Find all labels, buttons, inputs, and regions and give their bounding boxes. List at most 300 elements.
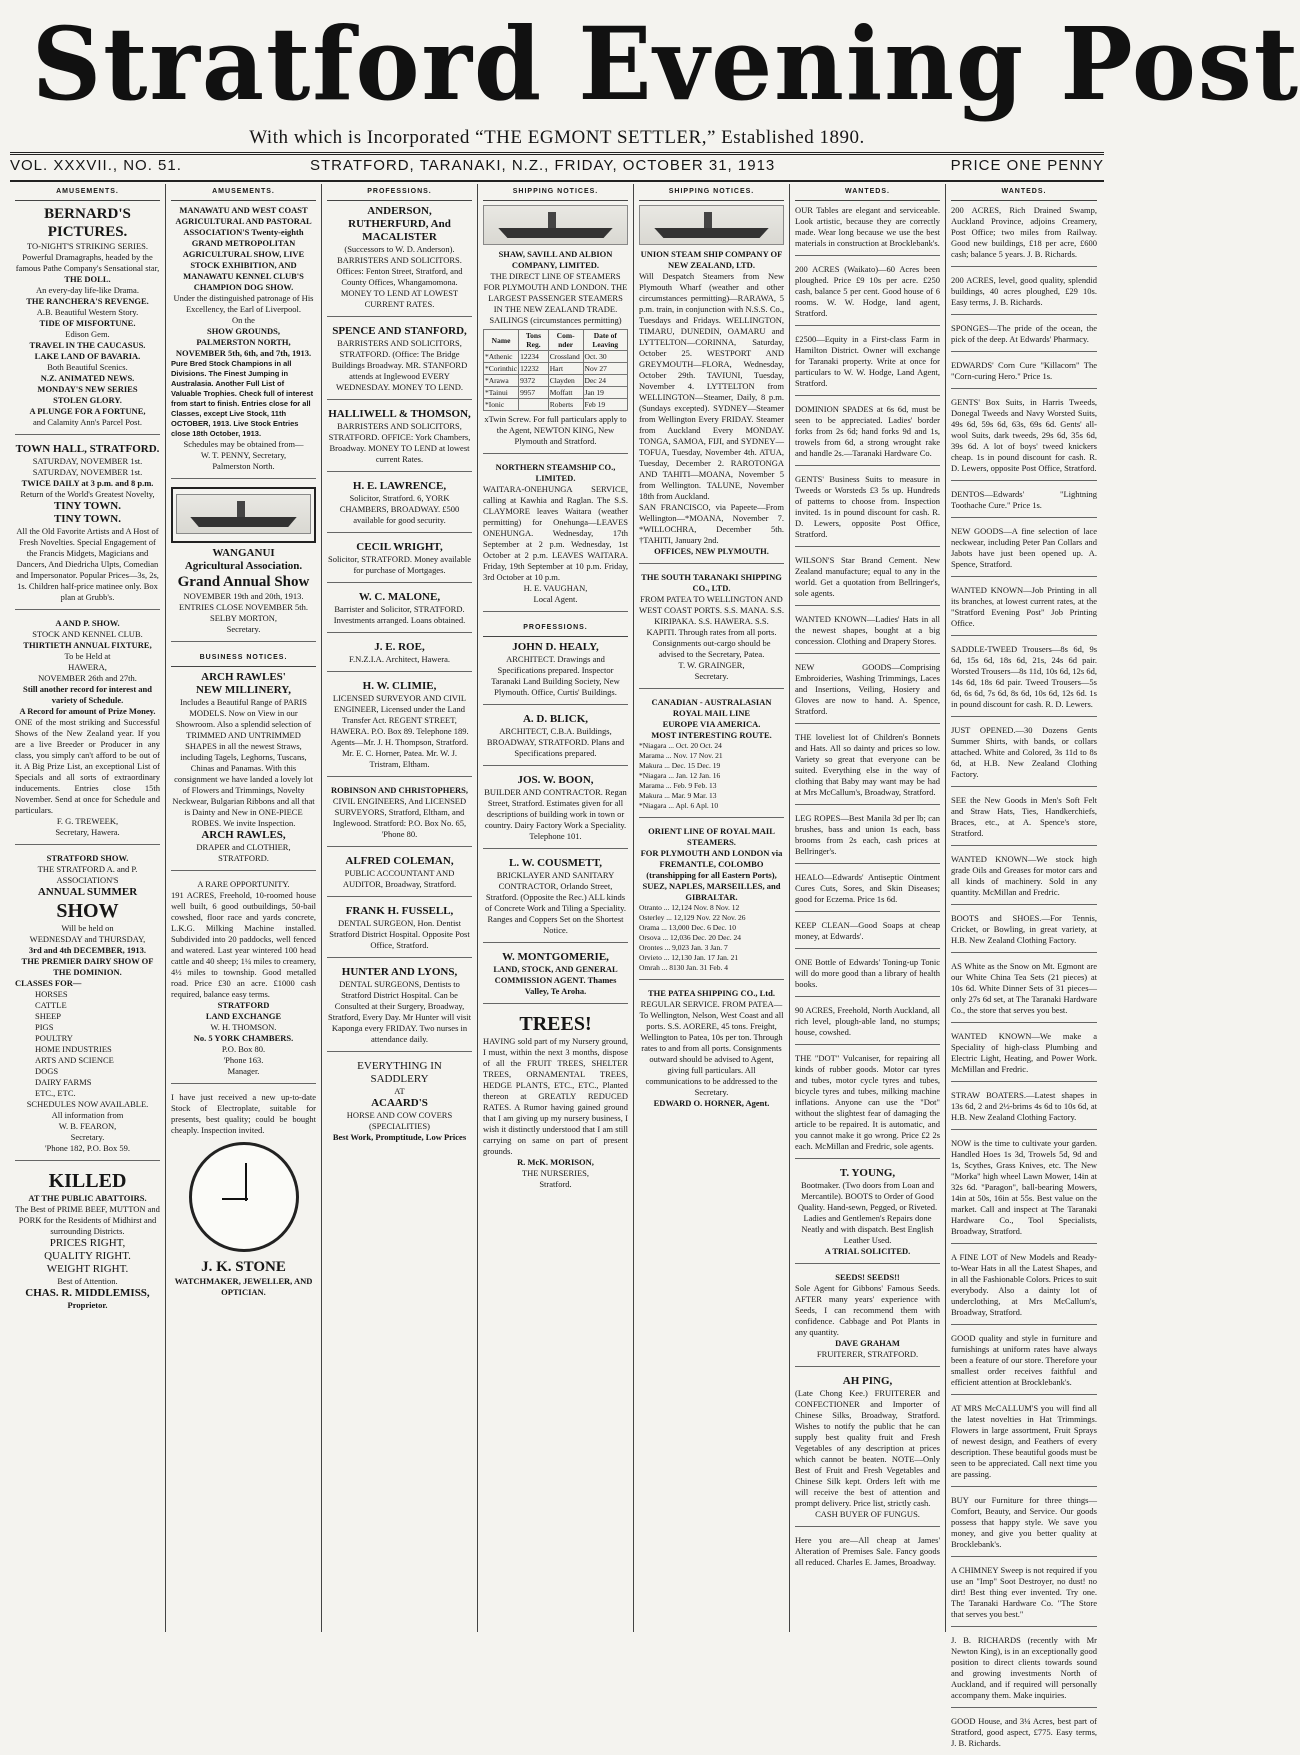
ad-line: Proprietor. <box>67 1300 108 1310</box>
ad-title: JOHN D. HEALY, <box>512 641 599 653</box>
ad-text: THE DIRECT LINE OF STEAMERS FOR PLYMOUTH AND LONDON. THE LARGEST PASSENGER STEAMERS IN THE NEW ZEALAND TRADE. SAILINGS (circumstances permitting) <box>483 271 628 325</box>
ad-line: No. 5 YORK CHAMBERS. <box>193 1033 294 1043</box>
anderson-ad <box>327 205 472 317</box>
spence-stanford-ad <box>327 325 472 400</box>
sailing-row: Omrah ... 8130 Jan. 31 Feb. 4 <box>639 963 728 972</box>
ad-title: THE PATEA SHIPPING CO., Ltd. <box>648 988 775 998</box>
ad-line: Secretary. <box>694 671 729 681</box>
ad-title: SPENCE AND STANFORD, <box>332 325 467 337</box>
climie-ad <box>327 680 472 777</box>
column-header: SHIPPING NOTICES. <box>483 184 628 201</box>
columns <box>10 184 1104 1748</box>
ad-line: On the <box>232 315 255 325</box>
classified-ad: THE loveliest lot of Children's Bonnets and Hats. All so dainty and prices so low. Variety so great that everyone can be suited. Everything else in the way of clothing that Baby may want may be had at Mrs McCallum's, Broadway, Stratford. <box>795 732 940 805</box>
bernards-pictures-ad <box>15 205 160 435</box>
ad-headline: KILLED <box>48 1170 127 1192</box>
classified-ad: NEW GOODS—A fine selection of lace neckwear, including Peter Pan Collars and Jabots have just been opened up. A. Spence, Stratford. <box>951 526 1097 577</box>
ad-line: W. B. FEARON, <box>58 1121 117 1131</box>
classified-ad: DENTOS—Edwards' "Lightning Toothache Cure." Price 1s. <box>951 489 1097 518</box>
ad-line: NOVEMBER 19th and 20th, 1913. <box>183 591 304 601</box>
ad-line: CHAS. R. MIDDLEMISS, <box>25 1287 150 1299</box>
classified-ad: GOOD quality and style in furniture and furnishings at uniform rates have always been a feature of our store. Therefore your smallest order receives faithful and efficient attention at Brocklebank's. <box>951 1333 1097 1395</box>
ad-text: Solicitor, STRATFORD. Money available for purchase of Mortgages. <box>328 554 471 575</box>
montgomerie-ad <box>483 951 628 1004</box>
ad-text: BARRISTERS AND SOLICITORS, STRATFORD. OFFICE: York Chambers, Broadway. MONEY TO LEND at lowest current Rates. <box>328 421 471 464</box>
ad-text: 191 ACRES, Freehold, 10-roomed house well built, 6 good outbuildings, 50-bail cowshed, floor race and yards concrete, L.K.G. Milking Machine installed. Subdivided into 20 paddocks, well fenced and watered. Last year wintered 100 head cattle and 40 sheep; 1¼ miles to creamery, 4½ miles to township. Good metalled road. Price £30 an acre. £1000 cash required, balance easy terms. <box>171 890 316 999</box>
ad-line: MONDAY'S NEW SERIES <box>37 384 138 394</box>
ad-line: THE RANCHERA'S REVENGE. <box>26 296 149 306</box>
ad-headline: TREES! <box>519 1013 592 1035</box>
orient-line-ad <box>639 826 784 980</box>
column-header: WANTEDS. <box>795 184 940 201</box>
ad-line: Still another record for interest and variety of Schedule. <box>23 684 152 705</box>
coleman-ad <box>327 855 472 897</box>
wright-ad <box>327 541 472 583</box>
ad-text: REGULAR SERVICE. FROM PATEA—To Wellington, Nelson, West Coast and all ports. S.S. AORERE, 45 tons. Freight, Wellington to Patea, 10s per ton. Through rates to and from all ports. Consignments outward should be advised to Agent, giving full particulars. All communications to be addressed to the Secretary. <box>639 999 784 1097</box>
classified-ad: STRAW BOATERS.—Latest shapes in 13s 6d, 2 and 2½-brims 4s 6d to 10s 6d, at H.B. New Zealand Clothing Factory. <box>951 1090 1097 1130</box>
ad-title: MANAWATU AND WEST COAST AGRICULTURAL AND PASTORAL ASSOCIATION'S Twenty-eighth GRAND METROPOLITAN AGRICULTURAL SHOW, LIVE STOCK EXHIBITION, AND MANAWATU KENNEL CLUB'S CHAMPION DOG SHOW. <box>175 205 312 292</box>
abattoirs-ad <box>15 1169 160 1317</box>
seeds-ad <box>795 1272 940 1367</box>
tiny-town-ad <box>15 443 160 610</box>
ad-text: xTwin Screw. For full particulars apply to the Agent, NEWTON KING, New Plymouth and Stratford. <box>484 414 627 446</box>
classified-ad: GENTS' Box Suits, in Harris Tweeds, Donegal Tweeds and Navy Worsted Suits, 49s 6d, 59s 6d, 63s, 69s 6d. Gents' all-wool Suits, dark tweeds, 29s 6d, 35s 6d, 39s 6d. A lot of boys' tweed knickers cheap. 1s in pound discount for cash. R. D. Lewers, opposite Post Office, Stratford. <box>951 397 1097 481</box>
ad-line: NOVEMBER 5th, 6th, and 7th, 1913. <box>175 348 312 358</box>
section-header: PROFESSIONS. <box>483 620 628 637</box>
classified-ad: 90 ACRES, Freehold, North Auckland, all rich level, plough-able land, no stumps; house, cowshed. <box>795 1005 940 1045</box>
malone-ad <box>327 591 472 633</box>
ad-lines <box>15 241 160 428</box>
ad-line: THIRTIETH ANNUAL FIXTURE, <box>23 640 152 650</box>
classified-ad: AT MRS McCALLUM'S you will find all the latest novelties in Hat Trimmings. Flowers in large assortment, Fruit Sprays of newest design, and Feathers of every description. These beautiful goods must be seen to be appreciated. Call next time you are passing. <box>951 1403 1097 1487</box>
halliwell-ad <box>327 408 472 472</box>
hawera-show-ad <box>15 618 160 845</box>
ad-line: F. G. TREWEEK, <box>56 816 119 826</box>
column-3 <box>322 184 478 1632</box>
ad-text: FOR PLYMOUTH AND LONDON via FREMANTLE, COLOMBO (transhipping for all Eastern Ports), SUEZ, NAPLES, MARSEILLES, and GIBRALTAR. <box>640 848 783 902</box>
class-item: HORSES <box>35 989 68 999</box>
ad-title: FRANK H. FUSSELL, <box>345 905 454 917</box>
table-cell: Clayden <box>548 375 583 387</box>
saddlery-ad <box>327 1060 472 1149</box>
ad-signature: A TRIAL SOLICITED. <box>824 1246 911 1256</box>
column-2 <box>166 184 322 1632</box>
ad-line: To be Held at <box>64 651 111 661</box>
table-cell: Crossland <box>548 351 583 363</box>
sailing-row: Osterley ... 12,129 Nov. 22 Nov. 26 <box>639 913 746 922</box>
ad-line: TRAVEL IN THE CAUCASUS. <box>29 340 146 350</box>
ad-line: FRUITERER, STRATFORD. <box>816 1349 919 1359</box>
ad-line: SHOW GROUNDS, <box>206 326 281 336</box>
classified-ad: 200 ACRES, Rich Drained Swamp, Auckland Province, adjoins Creamery, Post Office; two miles from Railway. Good new buildings, £18 per acre, £600 cash; balance 5 years. J. B. Richards. <box>951 205 1097 267</box>
classified-ad: A FINE LOT of New Models and Ready-to-Wear Hats in all the Latest Shapes, and in all the Fashionable Colors. Prices to suit everybody. Also a dainty lot of underclothing, at Mrs McCallum's, Broadway, Stratford. <box>951 1252 1097 1325</box>
class-item: HOME INDUSTRIES <box>35 1044 112 1054</box>
ad-text: LICENSED SURVEYOR AND CIVIL ENGINEER, Licensed under the Land Transfer Act. REGENT STREET, HAWERA. P.O. Box 89. Telephone 189. Agents—Mr. J. H. Thompson, Stratford. Mr. E. C. Horner, Patea. Mr. W. J. Tristram, Eltham. <box>330 693 469 769</box>
table-cell: *Arawa <box>484 375 519 387</box>
classified-ad: KEEP CLEAN—Good Soaps at cheap money, at Edwards'. <box>795 920 940 949</box>
ad-line: STRATFORD. <box>218 853 269 863</box>
ad-title: WANGANUI <box>212 547 275 559</box>
ad-text: Solicitor, Stratford. 6, YORK CHAMBERS, BROADWAY. £500 available for good security. <box>339 493 460 525</box>
table-cell: *Corinthic <box>485 364 518 373</box>
section-header: BUSINESS NOTICES. <box>171 650 316 667</box>
ad-line: ENTRIES CLOSE NOVEMBER 5th. <box>179 602 308 612</box>
ad-line: Stratford. <box>539 1179 572 1189</box>
table-header-cell: Name <box>484 330 519 351</box>
classified-ad: 200 ACRES (Waikato)—60 Acres been ploughed. Price £9 10s per acre. £250 cash, balance 5 per cent. Good house of 6 rooms. W. W. Hodge, land agent, Stratford. <box>795 264 940 326</box>
ad-title: J. K. STONE <box>201 1259 286 1275</box>
classified-ad: BOOTS and SHOES.—For Tennis, Cricket, or Bowling, in great variety, at H.B. New Zealand Clothing Factory. <box>951 913 1097 953</box>
fussell-ad <box>327 905 472 958</box>
ad-subtitle: NEW MILLINERY, <box>196 684 291 696</box>
ad-title: UNION STEAM SHIP COMPANY OF NEW ZEALAND, LTD. <box>640 249 783 270</box>
ad-text: HAVING sold part of my Nursery ground, I must, within the next 3 months, dispose of all the FRUIT TREES, SHELTER TREES, ORNAMENTAL TREES, HEDGE PLANTS, ETC., ETC., Planted thereon at GREATLY REDUCED RATES. A Rumor having gained ground that I am giving up my nursery business, I wish it distinctly understood that I am still carrying on same on part of present grounds. <box>483 1036 628 1156</box>
ad-line: Manager. <box>227 1066 260 1076</box>
sailing-row: Otranto ... 12,124 Nov. 8 Nov. 12 <box>639 903 740 912</box>
ad-subtitle: MOST INTERESTING ROUTE. <box>651 730 772 740</box>
classified-ad: J. B. RICHARDS (recently with Mr Newton King), is in an exceptionally good position to direct clients towards sound and growing investments North of Auckland, and if required will personally accompany them. Make inquiries. <box>951 1635 1097 1708</box>
masthead-subtitle: With which is Incorporated “THE EGMONT SETTLER,” Established 1890. <box>249 127 865 148</box>
ad-line: SCHEDULES NOW AVAILABLE. <box>26 1099 149 1109</box>
table-cell: 9372 <box>519 375 549 387</box>
ad-line: (SPECIALITIES) <box>369 1121 430 1131</box>
ad-line: TO-NIGHT'S STRIKING SERIES. <box>26 241 149 251</box>
sailing-row: Marama ... Nov. 17 Nov. 21 <box>639 751 723 760</box>
ad-line: All information from <box>51 1110 124 1120</box>
classified-ad: WANTED KNOWN—Ladies' Hats in all the newest shapes, bought at a big concession. Clothing and Drapery Stores. <box>795 614 940 654</box>
ad-text: WAITARA-ONEHUNGA SERVICE, calling at Kawhia and Raglan. The S.S. CLAYMORE leaves Waitara (weather permitting) for Onehunga—LEAVES ONEHUNGA. Wednesday, 17th September at 2 p.m. Wednesday, 1st October at 2 p.m. LEAVES WAITARA. Friday, 19th September at 10 p.m. Friday, 3rd October at 10 p.m. <box>483 484 628 582</box>
ad-line: Secretary, Hawera. <box>55 827 120 837</box>
classified-ad: WILSON'S Star Brand Cement. New Zealand manufacture; equal to any in the world. Get a quotation from Bellringer's, sole agents. <box>795 555 940 606</box>
ad-line: SATURDAY, NOVEMBER 1st. <box>32 456 143 466</box>
ad-line: PRICES RIGHT, <box>49 1237 126 1249</box>
ad-text: Under the distinguished patronage of His Excellency, the Earl of Liverpool. <box>173 293 314 314</box>
ad-line: Will be held on <box>61 923 114 933</box>
ad-line: T. W. GRAINGER, <box>678 660 745 670</box>
column-6 <box>790 184 946 1632</box>
patea-shipping-ad <box>639 988 784 1115</box>
ad-title: T. YOUNG, <box>839 1167 896 1179</box>
ad-signature: ARCH RAWLES, <box>201 829 286 841</box>
northern-steamship-ad <box>483 462 628 612</box>
young-bootmaker-ad <box>795 1167 940 1264</box>
classified-ad: £2500—Equity in a First-class Farm in Hamilton District. Owner will exchange for Taranaki property. Write at once for particulars to W. W. Hodge, Land Agent, Stratford. <box>795 334 940 396</box>
ad-title: HUNTER AND LYONS, <box>341 966 458 978</box>
ad-title: BERNARD'S PICTURES. <box>44 206 131 240</box>
column-header: AMUSEMENTS. <box>15 184 160 201</box>
ad-line: W. T. PENNY, Secretary, <box>200 450 287 460</box>
boon-ad <box>483 774 628 849</box>
ad-title: STRATFORD SHOW. <box>46 853 129 863</box>
column-header: AMUSEMENTS. <box>171 184 316 201</box>
shaw-savill-ad <box>483 205 628 454</box>
table-header-row <box>484 330 628 351</box>
ad-line: 3rd and 4th DECEMBER, 1913. <box>28 945 147 955</box>
ad-title: L. W. COUSMETT, <box>508 857 603 869</box>
south-taranaki-ad <box>639 572 784 689</box>
union-steamship-ad <box>639 205 784 564</box>
ad-text: Includes a Beautiful Range of PARIS MODELS. Now on View in our Showroom. Also a splendid selection of TRIMMED AND UNTRIMMED SHAPES in all the newest Straws, including Tagels, Leghorns, Tuscans, Chinas and Panamas. With this consignment we have landed a lovely lot of Flowers and Trimmings, Novelty Neckwear, Bulgarian Ribbons and all that is Dainty and New in ONE-PIECE ROBES. We invite Inspection. <box>172 697 315 828</box>
ad-text: CIVIL ENGINEERS, And LICENSED SURVEYORS, Stratford, Eltham, and Inglewood. Stratford: P.O. Box No. 65, 'Phone 80. <box>332 796 467 839</box>
column-7 <box>946 184 1102 1748</box>
ad-text: Sole Agent for Gibbons' Famous Seeds. AFTER many years' experience with Seeds, I can recommend them with confidence. Cabbage and Pot Plants in any quantity. <box>795 1283 940 1337</box>
class-item: DAIRY FARMS <box>35 1077 92 1087</box>
sailing-row: Orontes ... 9,023 Jan. 3 Jan. 7 <box>639 943 728 952</box>
table-cell: 9957 <box>519 387 549 399</box>
hunter-lyons-ad <box>327 966 472 1052</box>
ad-subtitle: WATCHMAKER, JEWELLER, AND OPTICIAN. <box>174 1276 313 1297</box>
ad-text: BUILDER AND CONTRACTOR. Regan Street, Stratford. Estimates given for all descriptions of building work in town or country. Dairy Factory Work a Speciality. Telephone 101. <box>484 787 627 841</box>
sailing-row: Marama ... Feb. 9 Feb. 13 <box>639 781 717 790</box>
column-header: WANTEDS. <box>951 184 1097 201</box>
class-item: SHEEP <box>35 1011 61 1021</box>
table-cell: Jan 19 <box>583 387 627 399</box>
ad-line: Secretary. <box>70 1132 105 1142</box>
ad-title: HALLIWELL & THOMSON, <box>328 408 471 420</box>
ad-line: LAKE LAND OF BAVARIA. <box>34 351 141 361</box>
ad-line: AT <box>394 1086 405 1096</box>
table-row <box>484 351 628 363</box>
ad-text: SAN FRANCISCO, via Papeete—From Wellington—*MOANA, November 7. *WILLOCHRA, December 5th. †TAHITI, January 2nd. <box>639 502 784 545</box>
table-row <box>484 399 628 411</box>
class-item: CATTLE <box>35 1000 67 1010</box>
ad-line: Best Work, Promptitude, Low Prices <box>332 1132 467 1142</box>
classified-ad: OUR Tables are elegant and serviceable. Look artistic, because they are correctly made. Wear long because we use the best materials in construction at Brocklebank's. <box>795 205 940 256</box>
ad-text: Will Despatch Steamers from New Plymouth Wharf (weather and other circumstances permitting)—RARAWA, 5 p.m. train, in conjunction with N.S.S. Co., Tuesdays and Fridays. WELLINGTON, TIMARU, DUNEDIN, OAMARU and LYTTELTON—CORINNA, Saturday, October 25. WESTPORT AND GREYMOUTH—FLORA, Wednesday, October 29th. TAVIUNI, Tuesday, November 4. LYTTELTON from WELLINGTON—Steamer, Daily, 8 p.m. (Sundays excepted). SYDNEY—Steamer from Wellington Every FRIDAY. Steamer from Auckland Every MONDAY. TONGA, SAMOA, FIJI, and SYDNEY—TOFUA, Tuesday, November 4th. ATUA, Tuesday, December 2. RAROTONGA AND TAHITI—MOANA, November 5 from Wellington. TALUNE, November 18th from Auckland. <box>639 271 784 501</box>
table-cell: Moffatt <box>548 387 583 399</box>
ad-line: TINY TOWN. <box>53 513 122 525</box>
classified-ad: SADDLE-TWEED Trousers—8s 6d, 9s 6d, 15s 6d, 18s 6d, 21s, 24s 6d pair. Worsted Trousers—8s 11d, 10s 6d, 12s 6d, 14s 6d, 18s 6d pair. Tweed Trousers—5s 6d, 6s 6d, 7s 6d, 8s 6d, 10s 6d, 12s 6d. 1s in pound discount for cash. R. D. Lewers. <box>951 644 1097 717</box>
column-1 <box>10 184 166 1632</box>
ad-line: STOLEN GLORY. <box>53 395 122 405</box>
ad-line: ACAARD'S <box>371 1097 428 1109</box>
ad-text: ONE of the most striking and Successful Shows of the New Zealand year. If you are a live Breeder or Producer in any class, you simply can't afford to be out of it. A Big Prize List, an exceptional List of Specials and all sorts of extraordinary inducements. Entries close 15th November. Send at once for Schedule and particulars. <box>15 717 160 815</box>
ad-line: Both Beautiful Scenics. <box>47 362 128 372</box>
ad-title: A. D. BLICK, <box>522 713 589 725</box>
masthead <box>10 0 1300 130</box>
ad-title: H. E. LAWRENCE, <box>352 480 447 492</box>
class-item: DOGS <box>35 1066 59 1076</box>
ad-title: ANDERSON, RUTHERFURD, And MACALISTER <box>348 205 451 243</box>
ad-title: A RARE OPPORTUNITY. <box>197 879 290 889</box>
wanganui-emblem <box>171 487 316 543</box>
column-4 <box>478 184 634 1632</box>
ad-title: ROBINSON AND CHRISTOPHERS, <box>330 785 469 795</box>
class-item: POULTRY <box>35 1033 73 1043</box>
table-row <box>484 363 628 375</box>
class-item: ARTS AND SCIENCE <box>35 1055 114 1065</box>
table-cell: Feb 19 <box>583 399 627 411</box>
table-cell: Hart <box>548 363 583 375</box>
ad-line: TWICE DAILY at 3 p.m. and 8 p.m. <box>21 478 154 488</box>
ad-subtitle: ANNUAL SUMMER <box>37 886 138 898</box>
ad-subtitle: EUROPE VIA AMERICA. <box>662 719 761 729</box>
ad-title: NORTHERN STEAMSHIP CO., LIMITED. <box>495 462 616 483</box>
ad-title: A AND P. SHOW. <box>55 618 120 628</box>
ad-text: THE STRATFORD A. and P. ASSOCIATION'S <box>37 864 138 885</box>
ad-line: NOVEMBER 26th and 27th. <box>38 673 137 683</box>
ad-line: R. McK. MORISON, <box>517 1157 594 1167</box>
ad-title: ALFRED COLEMAN, <box>345 855 454 867</box>
ad-line: A Record for amount of Prize Money. <box>19 706 156 716</box>
ad-text: Pure Bred Stock Champions in all Divisions. The Finest Jumping in Australasia. Another Full List of Valuable Trophies. Check full of interest from start to finish. Entries close for all Classes, except Live Stock, 11th OCTOBER, 1913. Live Stock Entries close 18th October, 1913. <box>171 359 314 438</box>
sailing-row: Makura ... Dec. 15 Dec. 19 <box>639 761 721 770</box>
table-cell <box>519 399 549 411</box>
stratford-show-ad <box>15 853 160 1161</box>
ad-text: I have just received a new up-to-date Stock of Electroplate, suitable for presents, best quality; could be bought cheaply. Inspection invited. <box>171 1092 316 1135</box>
ad-line: STRATFORD <box>217 1000 270 1010</box>
class-item: ETC., ETC. <box>35 1088 76 1098</box>
ad-text: All the Old Favorite Artists and A Host of Fresh Novelties. Special Engagement of the Francis Midgets, Magicians and Dancers, And Diedricha Ulpts, Comedian and Impersonator. Popular Prices—3s, 2s, 1s. Children half-price matinee only. Box plan at Grubb's. <box>16 526 159 602</box>
ad-subtitle: THE PREMIER DAIRY SHOW OF THE DOMINION. <box>21 956 154 977</box>
table-header-cell: Tons Reg. <box>519 330 549 351</box>
classified-ad: WANTED KNOWN—We stock high grade Oils and Greases for motor cars and all kinds of machinery. Sold in any quantity. McMillan and Fredric. <box>951 854 1097 905</box>
lawrence-ad <box>327 480 472 533</box>
sailings-table <box>483 329 628 411</box>
ad-title: ORIENT LINE OF ROYAL MAIL STEAMERS. <box>648 826 775 847</box>
ad-line: WEIGHT RIGHT. <box>46 1263 129 1275</box>
emblem-picture <box>176 494 311 534</box>
ad-text: Schedules may be obtained from— <box>183 439 304 449</box>
ad-line: W. H. THOMSON. <box>210 1022 277 1032</box>
ad-text: ARCHITECT. Drawings and Specifications prepared. Inspector Taranaki Land Building Society, New Plymouth. Office, Curtis' Buildings. <box>491 654 620 697</box>
ad-title: W. MONTGOMERIE, <box>502 951 609 963</box>
classified-ad: HEALO—Edwards' Antiseptic Ointment Cures Cuts, Sores, and Skin Diseases; good for Eczema. Price 1s 6d. <box>795 872 940 912</box>
classified-ad: NEW GOODS—Comprising Embroideries, Washing Trimmings, Laces and Insertions, Veiling, Hosiery and Gloves are now to hand. A. Spence, Stratford. <box>795 662 940 724</box>
ad-line: Local Agent. <box>533 594 578 604</box>
classified-ad: BUY our Furniture for three things—Comfort, Beauty, and Service. Our goods possess that happy style. We save you money, and give you better quality at Brocklebank's. <box>951 1495 1097 1557</box>
sailing-row: Orama ... 13,000 Dec. 6 Dec. 10 <box>639 923 737 932</box>
ad-title: ARCH RAWLES' <box>201 671 286 683</box>
ad-line: H. E. VAUGHAN, <box>523 583 588 593</box>
sailing-row: Orvieto ... 12,130 Jan. 17 Jan. 21 <box>639 953 739 962</box>
ad-line: Best of Attention. <box>57 1276 118 1286</box>
ad-text: Barrister and Solicitor, STRATFORD. Investments arranged. Loans obtained. <box>333 604 466 625</box>
table-cell: 12234 <box>519 351 549 363</box>
trees-ad <box>483 1012 628 1196</box>
ad-headline: SHOW <box>56 900 119 922</box>
ad-line: Palmerston North. <box>212 461 275 471</box>
stone-jeweller-ad <box>171 1092 316 1304</box>
table-cell: Roberts <box>548 399 583 411</box>
ad-line: A PLUNGE FOR A FORTUNE, <box>29 406 146 416</box>
sailing-row: Makura ... Mar. 9 Mar. 13 <box>639 791 717 800</box>
wanganui-show-ad <box>171 487 316 642</box>
ad-title: J. E. ROE, <box>374 641 425 653</box>
ad-line: An every-day life-like Drama. <box>36 285 139 295</box>
classified-ad: SPONGES—The pride of the ocean, the pick of the deep. At Edwards' Pharmacy. <box>951 323 1097 352</box>
ad-title: W. C. MALONE, <box>358 591 441 603</box>
ad-line: THE DOLL. <box>64 274 111 284</box>
ad-text: DENTAL SURGEONS, Dentists to Stratford District Hospital. Can be Consulted at their Surgery, Broadway, Stratford, Every Day. Mr Hunter will visit Kaponga every FRIDAY. Two nurses in attendance daily. <box>328 979 471 1044</box>
ad-line: WEDNESDAY and THURSDAY, <box>29 934 146 944</box>
table-cell: 12232 <box>519 363 549 375</box>
ad-line: PALMERSTON NORTH, <box>196 337 291 347</box>
table-cell: Oct. 30 <box>583 351 627 363</box>
table-cell: Nov 27 <box>583 363 627 375</box>
dateline <box>10 157 1104 179</box>
newspaper-title: Stratford Evening Post <box>31 5 1300 123</box>
ad-line: P.O. Box 80. <box>221 1044 266 1054</box>
steamship-picture <box>639 205 784 245</box>
canadian-line-ad <box>639 697 784 818</box>
ad-title: CECIL WRIGHT, <box>356 541 443 553</box>
ad-line: 'Phone 182, P.O. Box 59. <box>44 1143 131 1153</box>
ad-title: H. W. CLIMIE, <box>362 680 437 692</box>
ad-line: A.B. Beautiful Western Story. <box>36 307 139 317</box>
ah-ping-ad <box>795 1375 940 1527</box>
dateline-rule <box>10 180 1104 182</box>
classes-label: CLASSES FOR— <box>15 978 82 988</box>
table-cell: *Ionic <box>484 399 519 411</box>
sailing-row: *Niagara ... Apl. 6 Apl. 10 <box>639 801 719 810</box>
ad-signature: OFFICES, NEW PLYMOUTH. <box>654 546 769 556</box>
ad-title: SEEDS! SEEDS!! <box>835 1272 900 1282</box>
table-cell: Dec 24 <box>583 375 627 387</box>
classified-ad: 200 ACRES, level, good quality, splendid buildings, 40 acres ploughed, £29 10s. Easy terms, J. B. Richards. <box>951 275 1097 315</box>
column-header: PROFESSIONS. <box>327 184 472 201</box>
ad-line: The Best of PRIME BEEF, MUTTON and PORK for the Residents of Midhirst and surrounding Districts. <box>15 1204 160 1236</box>
ad-line: STOCK AND KENNEL CLUB. <box>32 629 143 639</box>
ad-line: N.Z. ANIMATED NEWS. <box>40 373 135 383</box>
ad-line: SATURDAY, NOVEMBER 1st. <box>32 467 143 477</box>
column-5 <box>634 184 790 1632</box>
table-header-cell: Com-nder <box>548 330 583 351</box>
table-cell: *Tainui <box>484 387 519 399</box>
ad-line: Secretary. <box>226 624 261 634</box>
sailing-row: *Niagara ... Oct. 20 Oct. 24 <box>639 741 722 750</box>
volume-number: VOL. XXXVII., NO. 51. <box>10 157 182 174</box>
ad-title: CANADIAN - AUSTRALASIAN ROYAL MAIL LINE <box>651 697 772 718</box>
ad-title: SHAW, SAVILL AND ALBION COMPANY, LIMITED. <box>498 249 613 270</box>
classified-ad: WANTED KNOWN—We make a Speciality of high-class Plumbing and Electric Light, Heating, and Power Work. McMillan and Fredric. <box>951 1031 1097 1082</box>
classified-ad: DOMINION SPADES at 6s 6d, must be seen to be appreciated. Ladies' border forks from 2s 6d; hand forks 9d and 1s, trowels from 6d, a strong wrought rake and handle 2s.—Taranaki Hardware Co. <box>795 404 940 466</box>
rawles-millinery-ad <box>171 671 316 871</box>
ad-line: EVERYTHING IN <box>357 1060 442 1072</box>
table-header-cell: Date of Leaving <box>583 330 627 351</box>
ad-title: THE SOUTH TARANAKI SHIPPING CO., LTD. <box>641 572 782 593</box>
ad-text: LAND, STOCK, AND GENERAL COMMISSION AGENT. Thames Valley, Te Aroha. <box>493 964 618 996</box>
ad-line: TIDE OF MISFORTUNE. <box>39 318 136 328</box>
masthead-rule <box>10 152 1104 155</box>
classified-ad: GENTS' Business Suits to measure in Tweeds or Worsteds £3 5s up. Hundreds of patterns to choose from. Inspection invited. 1s in pound discount for cash. R. D. Lewers, opposite Post Office, Stratford. <box>795 474 940 547</box>
ad-line: DAVE GRAHAM <box>835 1338 900 1348</box>
place-date: STRATFORD, TARANAKI, N.Z., FRIDAY, OCTOBER 31, 1913 <box>310 157 776 174</box>
ad-text: ARCHITECT, C.B.A. Buildings, BROADWAY, STRATFORD. Plans and Specifications prepared. <box>486 726 625 758</box>
steamship-picture <box>483 205 628 245</box>
table-row <box>484 387 628 399</box>
cousmett-ad <box>483 857 628 943</box>
classified-ad: A CHIMNEY Sweep is not required if you use an "Imp" Soot Destroyer, no dust! no dirt! Best thing ever invented. Try one. The Taranaki Hardware Co. "The Store that serves you best." <box>951 1565 1097 1627</box>
table-row <box>484 375 628 387</box>
ad-headline: Grand Annual Show <box>177 574 310 590</box>
ad-line: LAND EXCHANGE <box>205 1011 282 1021</box>
class-item: PIGS <box>35 1022 54 1032</box>
roe-ad <box>327 641 472 672</box>
ad-line: Return of the World's Greatest Novelty, <box>20 489 155 499</box>
clock-icon <box>189 1142 299 1252</box>
ad-line: TINY TOWN. <box>53 500 122 512</box>
ad-text: (Successors to W. D. Anderson). BARRISTERS AND SOLICITORS. Offices: Fenton Street, Stratford, and County Offices, Whangamomona. MONEY TO LEND AT LOWEST CURRENT RATES. <box>336 244 463 309</box>
classified-ad: NOW is the time to cultivate your garden. Handled Hoes 1s 3d, Trowels 5d, 9d and 1s, Scythes, Grass Knives, etc. The New "Morka" high wheel Lawn Mower, 14in at 32s 6d. "Paragon", ball-bearing Mowers, 14in at 50s, 16in at 55s. Best value on the market. Call and inspect at The Taranaki Hardware Co., Tool Specialists, Broadway, Stratford. <box>951 1138 1097 1244</box>
manawatu-show-ad <box>171 205 316 479</box>
ad-line: SELBY MORTON, <box>209 613 278 623</box>
ad-line: THE NURSERIES, <box>521 1168 590 1178</box>
ad-text: DENTAL SURGEON, Hon. Dentist Stratford District Hospital. Opposite Post Office, Stratford. <box>329 918 470 950</box>
classified-ad: JUST OPENED.—30 Dozens Gents Summer Shirts, with bands, or collars attached. White and Colored, 3s 11d to 8s 6d, at H.B. New Zealand Clothing Factory. <box>951 725 1097 787</box>
classified-ad: ONE Bottle of Edwards' Toning-up Tonic will do more good than a library of health books. <box>795 957 940 997</box>
ad-text: Bootmaker. (Two doors from Loan and Mercantile). BOOTS to Order of Good Quality. Hand-sewn, Pegged, or Riveted. Ladies and Gentlemen's Repairs done Neatly and with dispatch. Best English Leather Used. <box>797 1180 938 1245</box>
